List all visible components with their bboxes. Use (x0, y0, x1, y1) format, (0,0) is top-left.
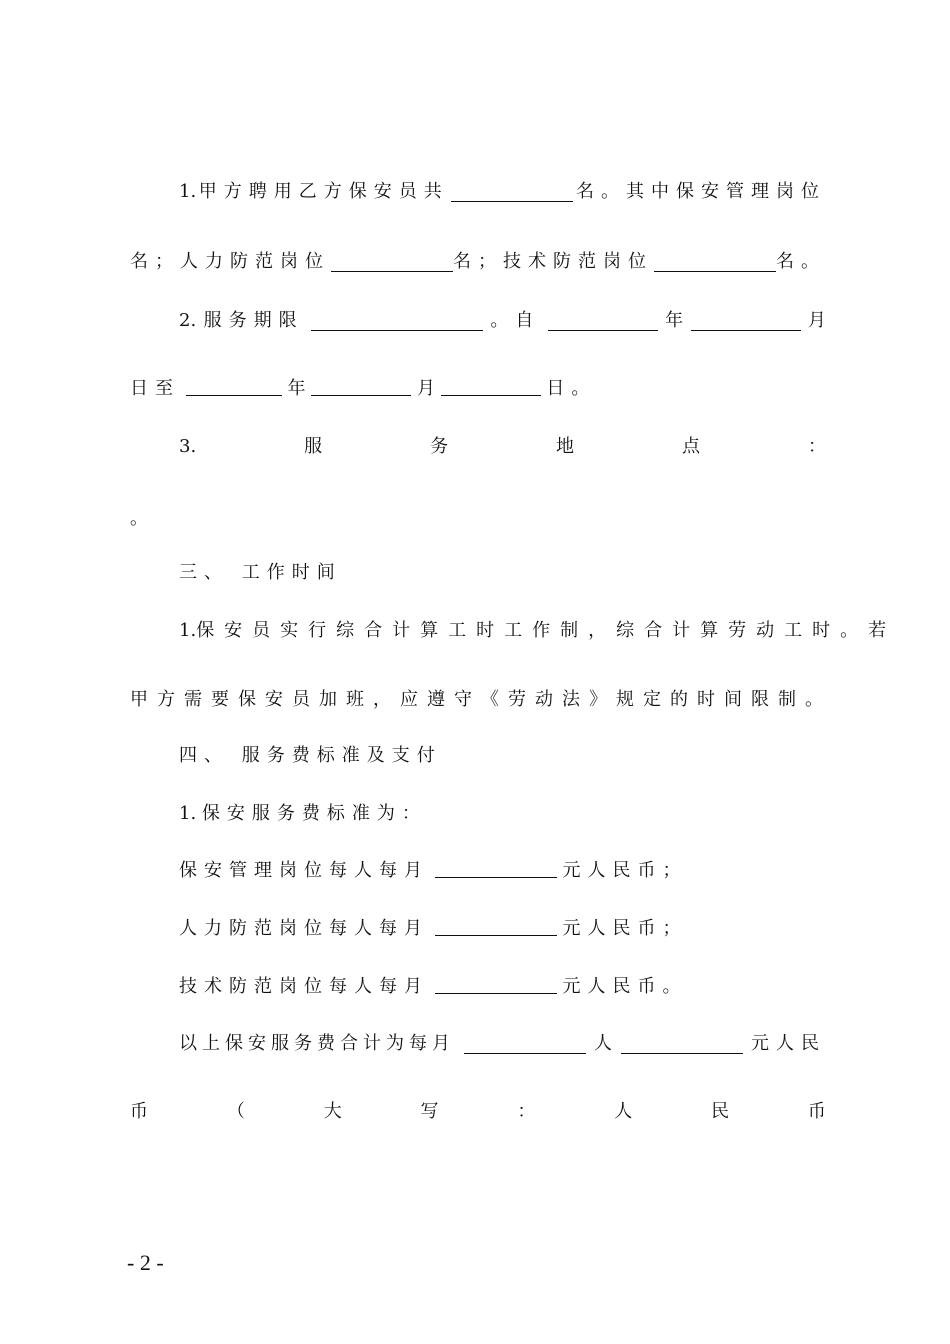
text-segment: 名；技术防范岗位 (453, 251, 653, 272)
text-segment: 元人民 (751, 1033, 826, 1054)
heading-text: 三、 工作时间 (179, 562, 342, 583)
text-segment: 日至 (130, 378, 180, 399)
blank-end-day[interactable] (441, 377, 541, 396)
text-segment: 人力防范岗位每人每月 (179, 918, 429, 939)
text-char: ： (807, 436, 826, 457)
text-segment: 名；人力防范岗位 (130, 251, 330, 272)
text-segment: 年 (665, 310, 684, 331)
text-char: ： (517, 1101, 536, 1122)
line-1 (179, 177, 826, 207)
line-15 (179, 1029, 826, 1059)
text-char: 币 (807, 1101, 826, 1122)
item-number: 3. (179, 436, 197, 457)
text-segment: 。自 (490, 310, 541, 331)
text-char: 人 (614, 1101, 633, 1122)
text-char: 民 (711, 1101, 730, 1122)
text-segment: 甲方聘用乙方保安员共 (198, 181, 449, 202)
blank-service-period[interactable] (311, 312, 483, 331)
blank-total-fee[interactable] (621, 1035, 743, 1054)
section-heading-4 (179, 741, 826, 771)
text-segment: 元人民币； (562, 860, 688, 881)
blank-manpower-fee[interactable] (435, 917, 557, 936)
line-14 (179, 972, 826, 1002)
line-12 (179, 856, 826, 886)
text-char: 币 (130, 1101, 148, 1122)
item-number: 1. (179, 181, 197, 202)
text-segment: 以上保安服务费合计为每月 (179, 1033, 455, 1054)
line-9 (130, 685, 832, 715)
blank-start-day-end-year[interactable] (186, 377, 282, 396)
line-5 (179, 432, 826, 462)
text-char: 写 (420, 1101, 439, 1122)
line-16 (130, 1097, 826, 1127)
text-segment: 日。 (546, 378, 597, 399)
text-char: （ (226, 1101, 245, 1122)
item-number: 1. (179, 620, 197, 641)
text-char: 大 (323, 1101, 342, 1122)
text-segment: 保安管理岗位每人每月 (179, 860, 429, 881)
item-number: 2. (179, 310, 197, 331)
text-segment: 服务期限 (203, 310, 304, 331)
text-segment: 保安员实行综合计算工时工作制，综合计算劳动工时。若 (196, 620, 897, 641)
line-11 (179, 799, 826, 829)
text-segment: 保安服务费标准为： (201, 803, 427, 824)
text-segment: 人 (594, 1033, 612, 1054)
text-segment: 甲方需要保安员加班，应遵守《劳动法》规定的时间限制。 (130, 689, 832, 710)
blank-start-year[interactable] (548, 312, 658, 331)
text-segment: 元人民币。 (562, 976, 688, 997)
line-2 (130, 247, 826, 277)
text-char: 地 (556, 436, 575, 457)
blank-mgmt-fee[interactable] (435, 859, 557, 878)
text-char: 点 (682, 436, 700, 457)
text-segment: 技术防范岗位每人每月 (179, 976, 429, 997)
text-segment: 名。 (776, 251, 826, 272)
blank-guard-count[interactable] (451, 183, 573, 202)
line-4 (130, 374, 596, 404)
text-segment: 名。其中保安管理岗位 (575, 181, 826, 202)
line-13 (179, 914, 826, 944)
blank-tech-count[interactable] (654, 253, 776, 272)
heading-text: 四、 服务费标准及支付 (179, 745, 442, 766)
text-char: 务 (430, 436, 449, 457)
line-8 (179, 616, 897, 646)
section-heading-3 (179, 558, 826, 588)
line-3 (179, 306, 826, 336)
text-segment: 月 (807, 310, 826, 331)
text-segment: 。 (130, 508, 148, 529)
page-number: - 2 - (127, 1250, 164, 1275)
blank-tech-fee[interactable] (435, 975, 557, 994)
text-char: 服 (304, 436, 323, 457)
text-segment: 元人民币； (562, 918, 688, 939)
blank-end-month[interactable] (311, 377, 411, 396)
item-number: 1. (179, 803, 197, 824)
text-segment: 年 (287, 378, 306, 399)
blank-start-month[interactable] (691, 312, 801, 331)
line-6 (130, 504, 826, 534)
blank-manpower-count[interactable] (331, 253, 453, 272)
text-segment: 月 (416, 378, 435, 399)
blank-total-people[interactable] (464, 1035, 586, 1054)
